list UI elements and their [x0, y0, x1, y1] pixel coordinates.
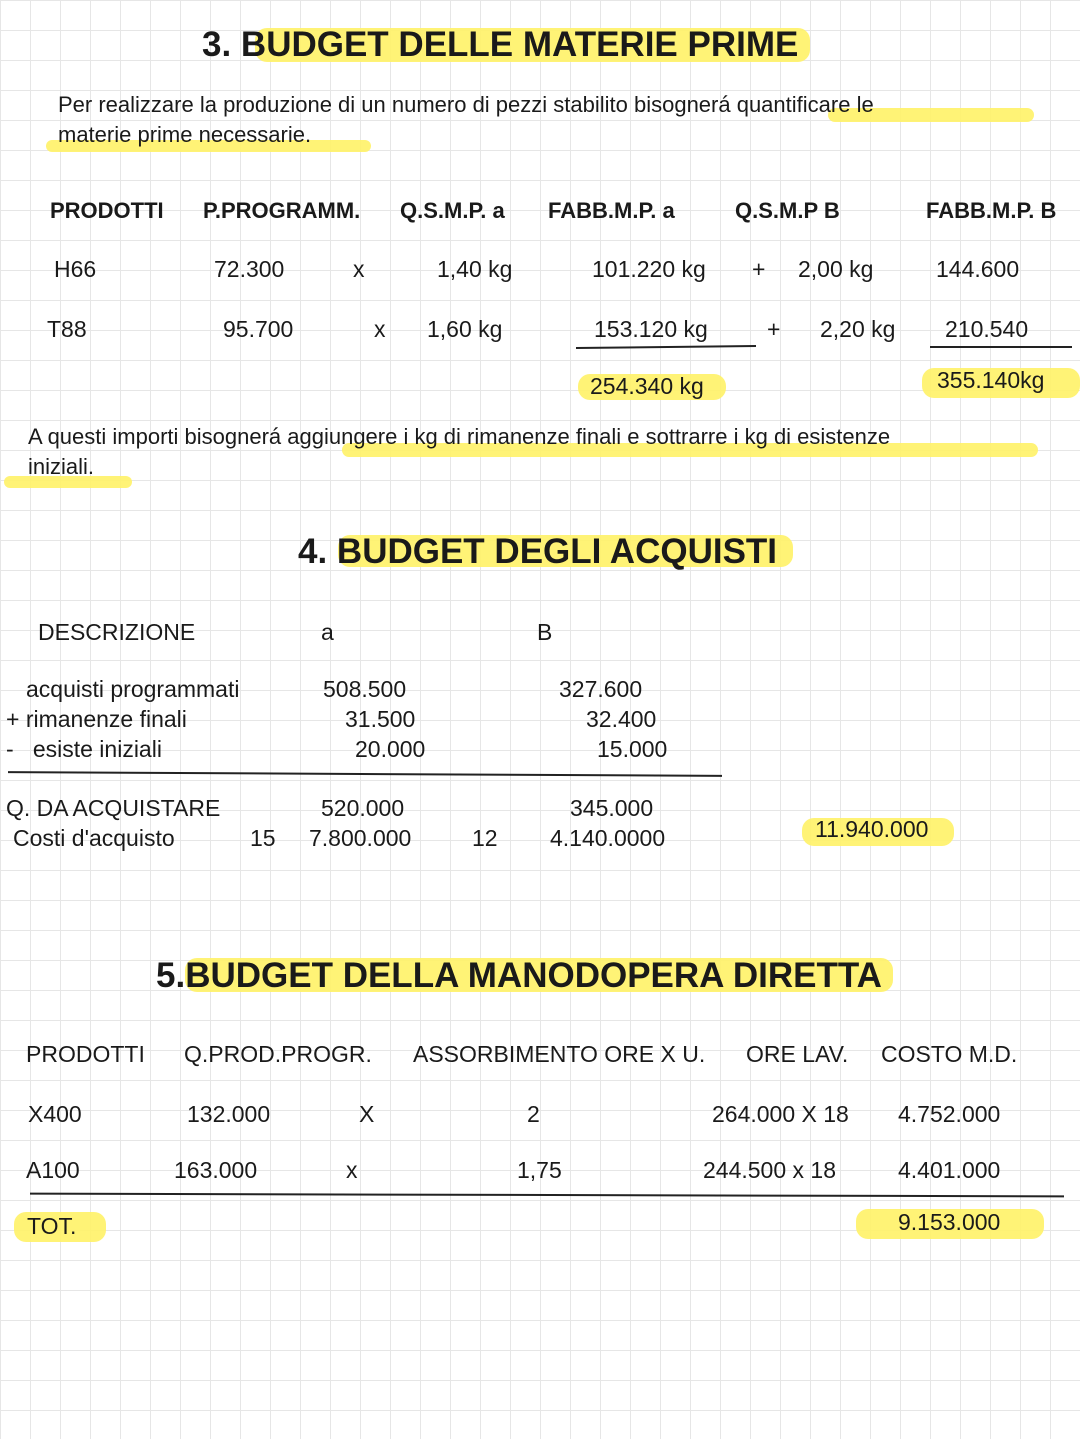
s4-row1-a: 508.500 [323, 676, 407, 702]
s3-row2-fabb-b: 210.540 [945, 316, 1029, 342]
section4-title: 4. BUDGET DEGLI ACQUISTI [298, 532, 778, 571]
s4-row3-b: 15.000 [597, 736, 668, 762]
s5-header-cost: COSTO M.D. [881, 1041, 1018, 1067]
s5-total-label: TOT. [27, 1213, 77, 1239]
s3-row1-fabb-a: 101.220 kg [592, 256, 706, 282]
s4-cost-a: 7.800.000 [309, 825, 412, 851]
section3-note-line2: iniziali. [28, 454, 95, 479]
section3-note-line1: A questi importi bisognerá aggiungere i kg di rimanenze finali e sottrarre i kg di esistenze [28, 424, 891, 449]
s3-row1-qty: 72.300 [214, 256, 285, 282]
s3-row1-product: H66 [54, 256, 97, 282]
s4-price-b: 12 [472, 825, 498, 851]
s5-header-prodotti: PRODOTTI [26, 1041, 145, 1067]
s4-total: 11.940.000 [815, 816, 929, 842]
s3-header-qsmp-b: Q.S.M.P B [735, 198, 840, 223]
s3-header-qsmp-a: Q.S.M.P. a [400, 198, 505, 223]
s3-total-b: 355.140kg [937, 367, 1045, 393]
section3-intro-line1: Per realizzare la produzione di un numero di pezzi stabilito bisognerá quantificare le [58, 92, 874, 117]
s3-header-fabb-b: FABB.M.P. B [926, 198, 1057, 223]
s3-row1-op: x [353, 256, 365, 282]
s4-sum-line [8, 771, 722, 776]
s4-header-b: B [537, 619, 553, 645]
section5-title: 5.BUDGET DELLA MANODOPERA DIRETTA [156, 956, 882, 995]
s5-row2-product: A100 [26, 1157, 80, 1183]
s4-row2-label: + rimanenze finali [6, 706, 187, 732]
s5-row2-hours: 244.500 x 18 [703, 1157, 837, 1183]
s5-row1-cost: 4.752.000 [898, 1101, 1001, 1127]
s5-row2-op: x [346, 1157, 358, 1183]
s5-row2-cost: 4.401.000 [898, 1157, 1001, 1183]
s4-cost-label: Costi d'acquisto [13, 825, 175, 851]
s4-price-a: 15 [250, 825, 276, 851]
s3-row1-qsmp-a: 1,40 kg [437, 256, 513, 282]
s5-row1-qty: 132.000 [187, 1101, 271, 1127]
s4-header-a: a [321, 619, 334, 645]
s3-header-fabb-a: FABB.M.P. a [548, 198, 675, 223]
section3-title: 3. BUDGET DELLE MATERIE PRIME [202, 25, 799, 64]
s4-row3-a: 20.000 [355, 736, 426, 762]
section3-intro-line2: materie prime necessarie. [58, 122, 312, 147]
s5-sum-line [30, 1193, 1064, 1197]
s4-qty-a: 520.000 [321, 795, 405, 821]
s3-header-prodotti: PRODOTTI [50, 198, 164, 223]
s4-row2-a: 31.500 [345, 706, 416, 732]
s3-row2-op: x [374, 316, 386, 342]
s5-row1-absorb: 2 [527, 1101, 540, 1127]
s5-row2-qty: 163.000 [174, 1157, 258, 1183]
s5-total: 9.153.000 [898, 1209, 1001, 1235]
s3-row2-qty: 95.700 [223, 316, 294, 342]
s5-row1-op: X [359, 1101, 375, 1127]
s4-header-desc: DESCRIZIONE [38, 619, 196, 645]
s3-sum-line-a [576, 345, 756, 349]
s3-row2-fabb-a: 153.120 kg [594, 316, 708, 342]
s3-row1-plus: + [752, 256, 766, 282]
s4-row2-b: 32.400 [586, 706, 657, 732]
s5-row2-absorb: 1,75 [517, 1157, 562, 1183]
s3-sum-line-b [930, 346, 1072, 348]
s3-header-pprogramm: P.PROGRAMM. [203, 198, 361, 223]
s3-row2-plus: + [767, 316, 781, 342]
s4-row1-label: acquisti programmati [26, 676, 240, 702]
s4-row1-b: 327.600 [559, 676, 643, 702]
s3-row2-product: T88 [47, 316, 87, 342]
s4-row3-label: - esiste iniziali [6, 736, 162, 762]
s5-header-qty: Q.PROD.PROGR. [184, 1041, 372, 1067]
s3-row2-qsmp-a: 1,60 kg [427, 316, 503, 342]
s3-total-a: 254.340 kg [590, 373, 704, 399]
s5-row1-product: X400 [28, 1101, 82, 1127]
s4-qty-b: 345.000 [570, 795, 654, 821]
s3-row2-qsmp-b: 2,20 kg [820, 316, 896, 342]
s5-header-absorb: ASSORBIMENTO ORE X U. [413, 1041, 706, 1067]
s5-row1-hours: 264.000 X 18 [712, 1101, 849, 1127]
s5-header-hours: ORE LAV. [746, 1041, 849, 1067]
s4-cost-b: 4.140.0000 [550, 825, 666, 851]
s3-row1-qsmp-b: 2,00 kg [798, 256, 874, 282]
s3-row1-fabb-b: 144.600 [936, 256, 1020, 282]
s4-qty-label: Q. DA ACQUISTARE [6, 795, 221, 821]
